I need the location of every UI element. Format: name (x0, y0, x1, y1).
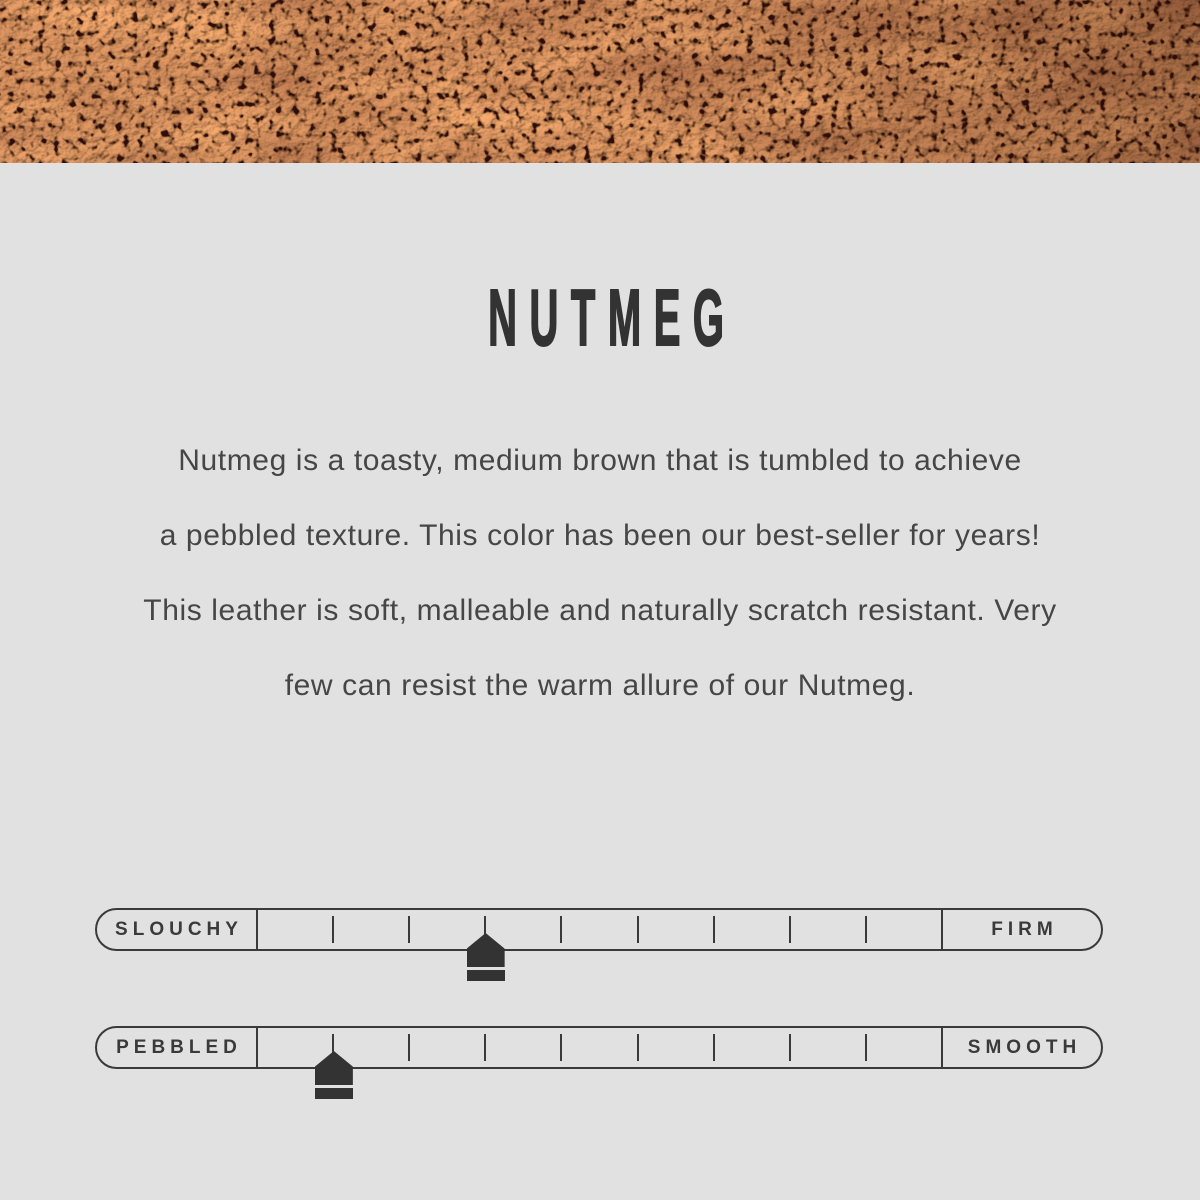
tick-mark (789, 1034, 791, 1061)
texture-scale-left-label (97, 1028, 258, 1067)
description-line: This leather is soft, malleable and naturally scratch resistant. Very (143, 594, 1057, 627)
firmness-scale-left-label (97, 910, 258, 949)
firmness-scale-marker-handle[interactable] (467, 933, 505, 981)
scale-label-text: PEBBLED (116, 1036, 242, 1058)
tick-mark (408, 1034, 410, 1061)
marker-bar-icon (467, 970, 505, 981)
tick-mark (332, 916, 334, 943)
scale-label-text: FIRM (991, 918, 1058, 940)
marker-bar-icon (315, 1088, 353, 1099)
texture-scale-right-label (941, 1028, 1101, 1067)
scale-label-text: SMOOTH (967, 1036, 1082, 1058)
texture-scale-marker-handle[interactable] (315, 1051, 353, 1099)
tick-mark (484, 1034, 486, 1061)
tick-mark (865, 1034, 867, 1061)
marker-nib-icon (315, 1051, 353, 1085)
color-name-heading (0, 273, 1200, 362)
tick-mark (713, 1034, 715, 1061)
tick-mark (560, 1034, 562, 1061)
marker-nib-icon (467, 933, 505, 967)
description-line: Nutmeg is a toasty, medium brown that is tumbled to achieve (178, 444, 1022, 477)
leather-texture-swatch (0, 0, 1200, 163)
tick-mark (865, 916, 867, 943)
tick-mark (637, 1034, 639, 1061)
firmness-scale-right-label (941, 910, 1101, 949)
texture-scale-track (258, 1028, 941, 1067)
leather-texture-image (0, 0, 1200, 163)
texture-scale (95, 1026, 1103, 1069)
tick-mark (713, 916, 715, 943)
color-description (0, 423, 1200, 723)
firmness-scale (95, 908, 1103, 951)
tick-mark (560, 916, 562, 943)
tick-mark (637, 916, 639, 943)
tick-mark (789, 916, 791, 943)
tick-mark (408, 916, 410, 943)
firmness-scale-track (258, 910, 941, 949)
scale-label-text: SLOUCHY (115, 918, 243, 940)
description-line: a pebbled texture. This color has been our best-seller for years! (159, 519, 1041, 552)
color-name-text: NUTMEG (488, 273, 737, 362)
description-line: few can resist the warm allure of our Nutmeg. (284, 669, 916, 702)
